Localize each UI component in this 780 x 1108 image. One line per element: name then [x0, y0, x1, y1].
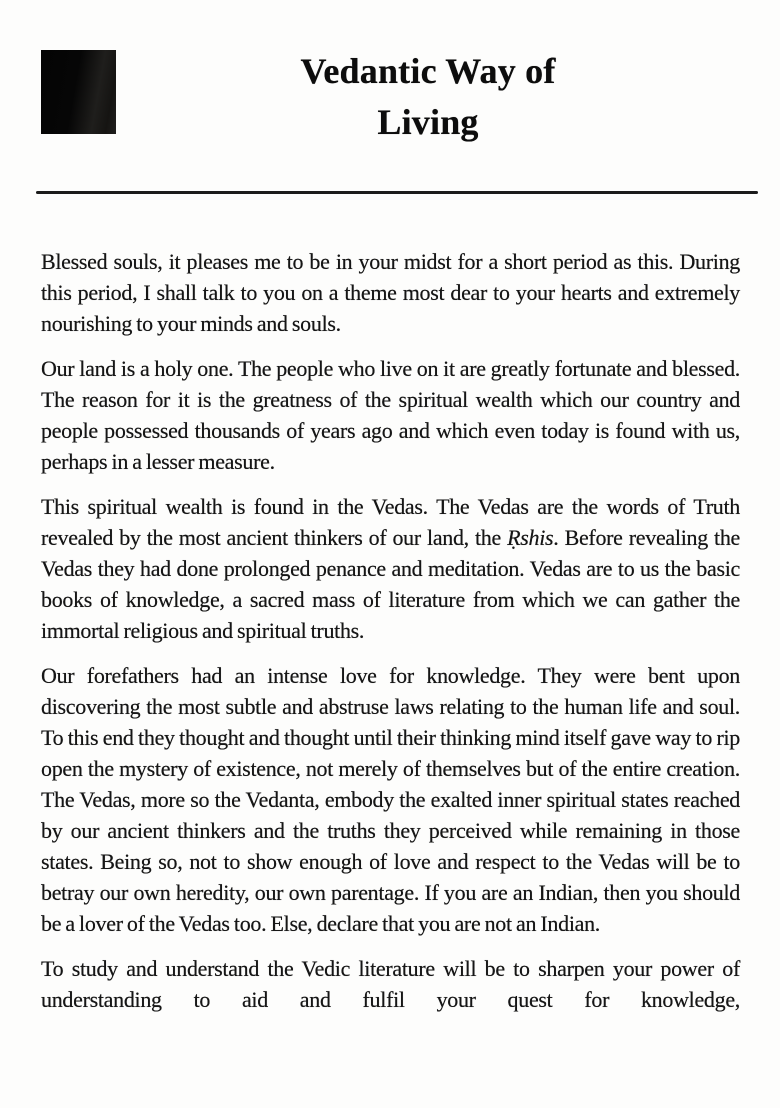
body-text: [41, 246, 740, 1029]
chapter-ornament-block: [41, 50, 116, 134]
page-title-line-1: Vedantic Way of: [300, 51, 556, 91]
paragraph: [41, 246, 740, 339]
paragraph: [41, 660, 740, 939]
header-divider: [36, 191, 758, 194]
text-run: Our land is a holy one. The people who live on it are greatly fortunate and blessed. The reason for it is the greatness of the spiritual wealth which our country and people possessed thousands of years ago and which even today is found with us, perhaps in a lesser measure.: [41, 356, 740, 474]
text-run: To study and understand the Vedic literature will be to sharpen your power of understanding to aid and fulfil your quest for knowledge,: [41, 956, 740, 1012]
text-run: Blessed souls, it pleases me to be in your midst for a short period as this. During this period, I shall talk to you on a theme most dear to your hearts and extremely nourishing to your minds and souls.: [41, 249, 740, 336]
text-run: This spiritual wealth is found in the Vedas. The Vedas are the words of Truth revealed by the most ancient thinkers of our land, the: [41, 494, 740, 550]
text-run: . Before revealing the Vedas they had done prolonged penance and meditation. Vedas are to us the basic books of knowledge, a sacred mass of literature from which we can gather the immortal religious and spiritual truths.: [41, 525, 740, 643]
page-title-line-2: Living: [377, 102, 479, 142]
page-title: [116, 46, 740, 148]
italic-text-run: Ṛshis: [507, 525, 554, 550]
paragraph: [41, 491, 740, 646]
paragraph: [41, 353, 740, 477]
paragraph: [41, 953, 740, 1015]
chapter-header: [41, 46, 740, 148]
text-run: Our forefathers had an intense love for knowledge. They were bent upon discovering the most subtle and abstruse laws relating to the human life and soul. To this end they thought and thought until their thinking mind itself gave way to rip open the mystery of existence, not merely of themselves but of the entire creation. The Vedas, more so the Vedanta, embody the exalted inner spiritual states reached by our ancient thinkers and the truths they perceived while remaining in those states. Being so, not to show enough of love and respect to the Vedas will be to betray our own heredity, our own parentage. If you are an Indian, then you should be a lover of the Vedas too. Else, declare that you are not an Indian.: [41, 663, 740, 936]
